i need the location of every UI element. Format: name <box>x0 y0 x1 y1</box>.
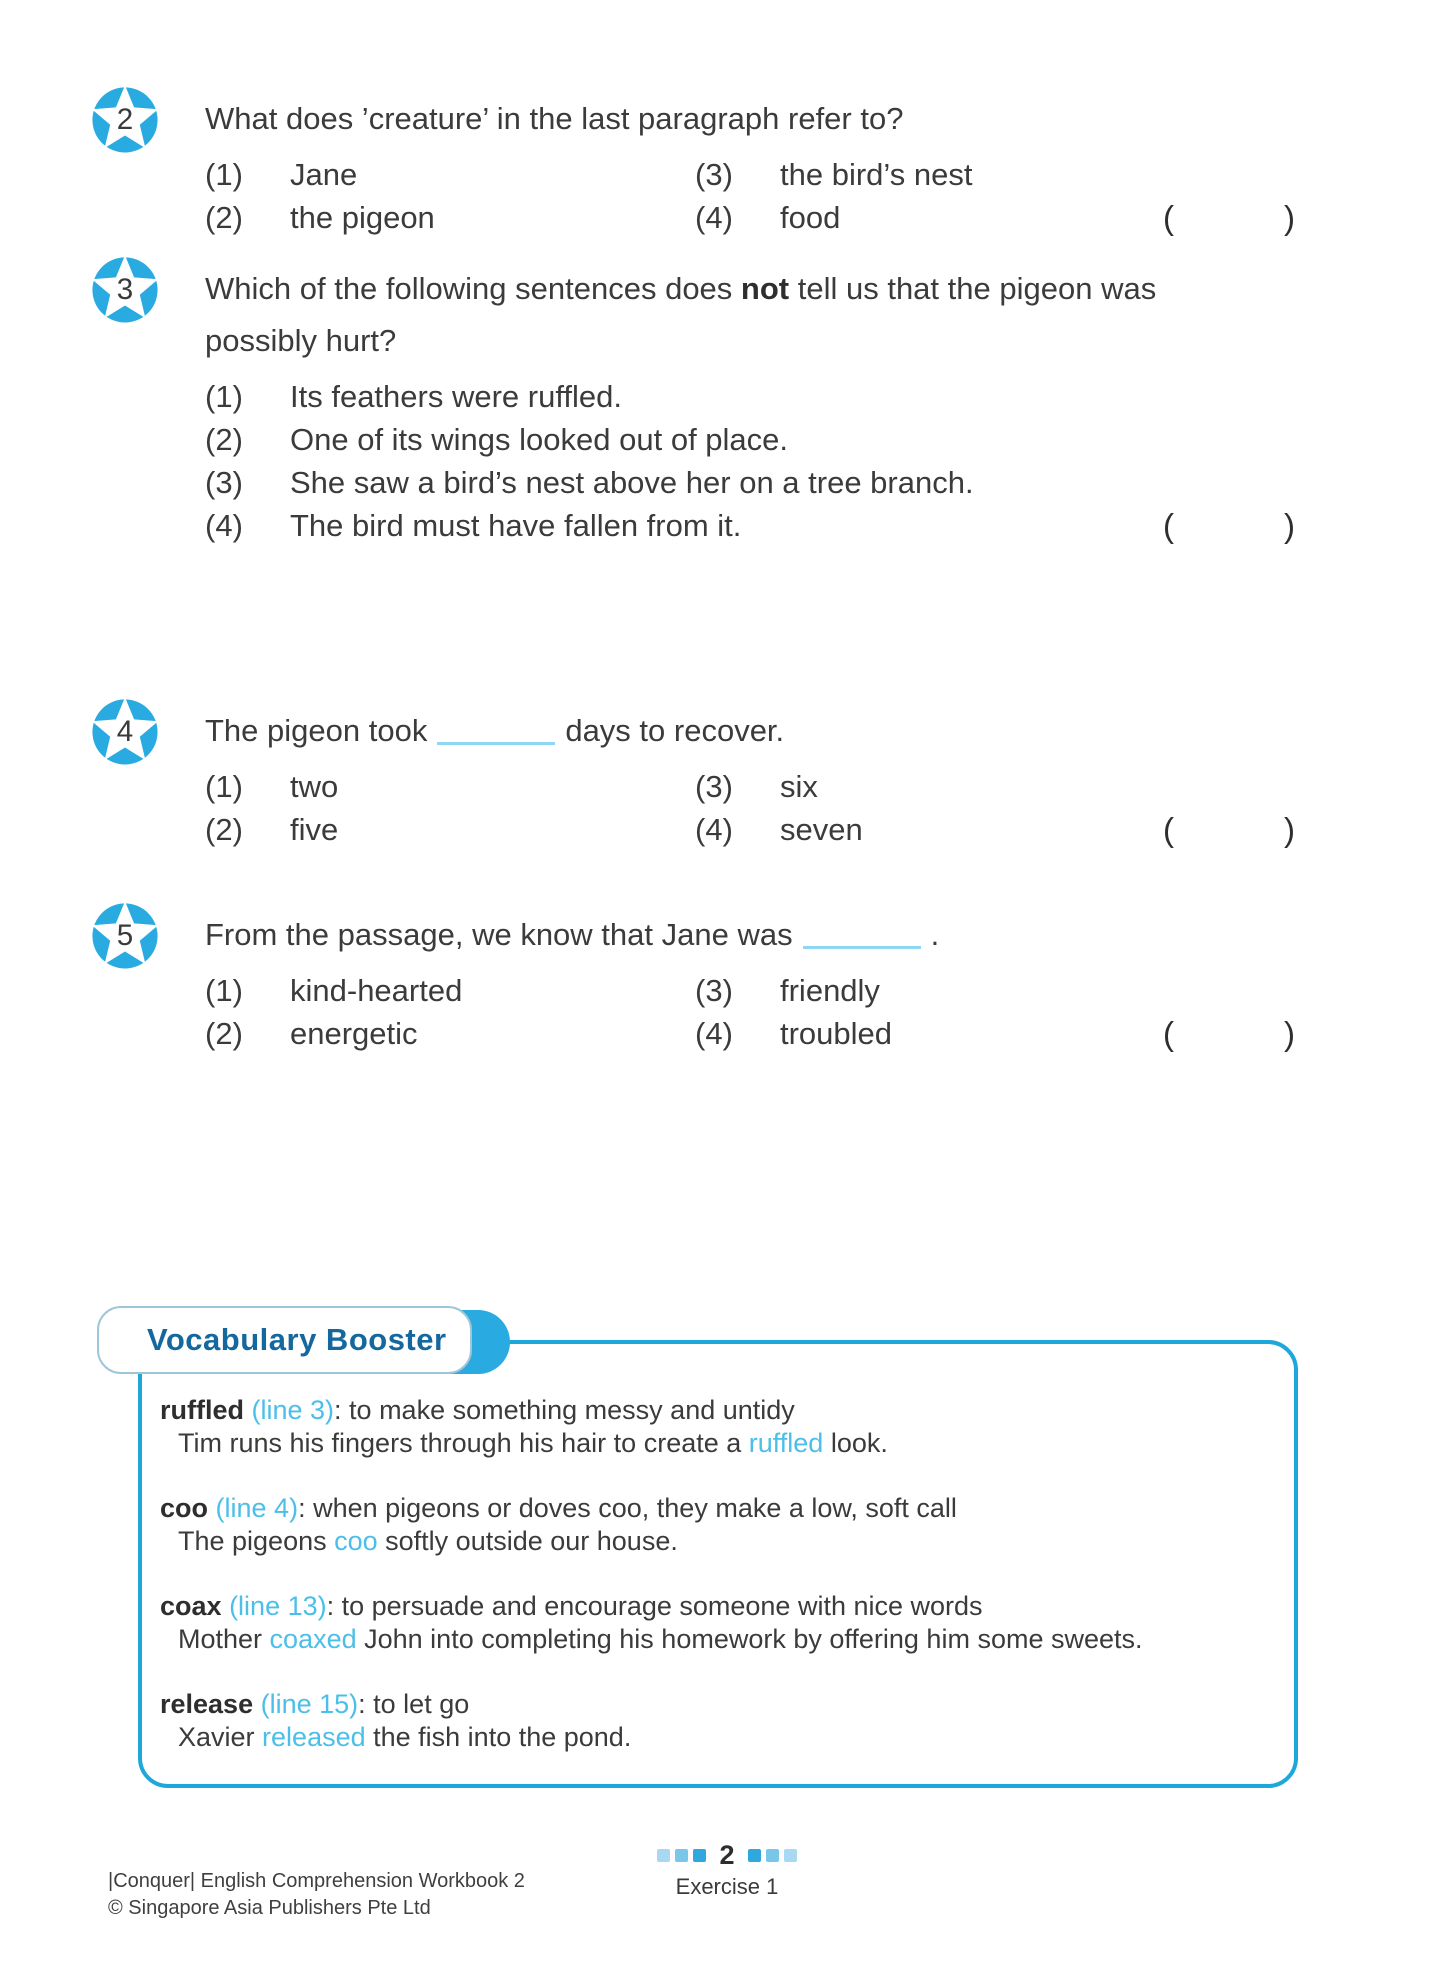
vocab-entry-coo <box>160 1492 1280 1558</box>
question-2 <box>88 80 1368 239</box>
prompt-text: . <box>930 917 940 952</box>
option-number: (4) <box>695 199 733 235</box>
option-number: (3) <box>205 464 243 500</box>
option-row <box>205 153 1297 196</box>
option-number: (2) <box>205 421 243 457</box>
example-highlight: coo <box>334 1526 378 1556</box>
question-prompt: What does ’creature’ in the last paragraph refer to? <box>205 101 904 136</box>
page-number-row <box>622 1840 832 1870</box>
prompt-text: The pigeon took <box>205 713 428 748</box>
page-deco-square-icon <box>657 1849 670 1862</box>
question-5 <box>88 896 1368 1055</box>
vocab-definition: : to make something messy and untidy <box>334 1395 795 1425</box>
example-text: The pigeons <box>178 1526 335 1556</box>
vocab-line-ref: (line 3) <box>251 1395 335 1425</box>
star-badge-icon <box>88 250 162 327</box>
answer-brackets[interactable] <box>1163 1012 1295 1055</box>
option-text: troubled <box>780 1015 893 1051</box>
vocab-term: release <box>160 1689 254 1719</box>
option-row <box>205 375 1297 418</box>
option-text: two <box>290 768 339 804</box>
vocab-line-ref: (line 4) <box>215 1493 299 1523</box>
example-text: Mother <box>178 1624 270 1654</box>
bracket-close: ) <box>1284 198 1295 236</box>
prompt-text: Which of the following sentences does <box>205 271 741 306</box>
example-highlight: coaxed <box>269 1624 357 1654</box>
option-number: (3) <box>695 972 733 1008</box>
option-number: (1) <box>205 156 243 192</box>
vocab-definition-line <box>160 1590 1280 1623</box>
question-number: 4 <box>116 714 134 748</box>
question-4 <box>88 692 1368 851</box>
options-list <box>205 969 1297 1055</box>
option-row <box>205 1012 1297 1055</box>
options-list <box>205 765 1297 851</box>
vocab-term: coo <box>160 1493 209 1523</box>
prompt-text: From the passage, we know that Jane was <box>205 917 793 952</box>
prompt-text: tell us that the pigeon was possibly hurt? <box>205 271 1157 358</box>
example-text: softly outside our house. <box>377 1526 678 1556</box>
answer-brackets[interactable] <box>1163 808 1295 851</box>
option-text: energetic <box>290 1015 418 1051</box>
question-prompt <box>205 705 1297 757</box>
vocab-term: ruffled <box>160 1395 244 1425</box>
option-text: Jane <box>290 156 358 192</box>
prompt-bold-word: not <box>740 271 790 306</box>
vocab-definition-line <box>160 1394 1280 1427</box>
question-number: 3 <box>116 272 134 306</box>
options-list <box>205 375 1297 547</box>
vocab-example-line <box>160 1623 1280 1656</box>
bracket-open: ( <box>1163 198 1174 236</box>
option-text: the pigeon <box>290 199 435 235</box>
page-deco-square-icon <box>693 1849 706 1862</box>
exercise-label: Exercise 1 <box>675 1874 779 1899</box>
option-text: six <box>780 768 818 804</box>
prompt-text: days to recover. <box>565 713 785 748</box>
option-number: (2) <box>205 1015 243 1051</box>
vocab-definition: : when pigeons or doves coo, they make a low, soft call <box>298 1493 957 1523</box>
option-number: (2) <box>205 199 243 235</box>
option-row <box>205 461 1297 504</box>
vocab-line-ref: (line 13) <box>229 1591 327 1621</box>
bracket-open: ( <box>1163 506 1174 544</box>
option-text: five <box>290 811 339 847</box>
vocab-definition-line <box>160 1492 1280 1525</box>
vocab-entry-coax <box>160 1590 1280 1656</box>
option-text: The bird must have fallen from it. <box>290 507 742 543</box>
vocabulary-entries <box>160 1394 1280 1786</box>
page-number-block <box>622 1840 832 1900</box>
question-number-star-badge <box>88 80 162 157</box>
answer-brackets[interactable] <box>1163 196 1295 239</box>
option-row <box>205 196 1297 239</box>
fill-in-blank[interactable] <box>437 715 555 745</box>
question-number-star-badge <box>88 692 162 769</box>
option-number: (1) <box>205 768 243 804</box>
star-badge-icon <box>88 80 162 157</box>
vocab-example-line <box>160 1721 1280 1754</box>
option-number: (4) <box>205 507 243 543</box>
vocab-entry-ruffled <box>160 1394 1280 1460</box>
option-text: friendly <box>780 972 880 1008</box>
vocab-example-line <box>160 1427 1280 1460</box>
example-text: look. <box>823 1428 888 1458</box>
vocab-entry-release <box>160 1688 1280 1754</box>
bracket-close: ) <box>1284 506 1295 544</box>
page-deco-square-icon <box>675 1849 688 1862</box>
question-prompt <box>205 263 1260 367</box>
example-highlight: released <box>262 1722 366 1752</box>
page-deco-square-icon <box>766 1849 779 1862</box>
bracket-close: ) <box>1284 810 1295 848</box>
option-row <box>205 504 1297 547</box>
answer-brackets[interactable] <box>1163 504 1295 547</box>
vocab-term: coax <box>160 1591 222 1621</box>
example-highlight: ruffled <box>748 1428 824 1458</box>
vocabulary-booster-tab <box>97 1306 472 1374</box>
vocab-definition-line <box>160 1688 1280 1721</box>
question-number: 5 <box>116 918 134 952</box>
option-text: kind-hearted <box>290 972 463 1008</box>
vocabulary-booster-title: Vocabulary Booster <box>147 1322 447 1357</box>
option-number: (3) <box>695 768 733 804</box>
example-text: John into completing his homework by offering him some sweets. <box>356 1624 1143 1654</box>
option-number: (2) <box>205 811 243 847</box>
question-number-star-badge <box>88 896 162 973</box>
option-number: (4) <box>695 1015 733 1051</box>
options-list <box>205 153 1297 239</box>
vocab-definition: : to persuade and encourage someone with nice words <box>326 1591 983 1621</box>
option-row <box>205 969 1297 1012</box>
option-number: (4) <box>695 811 733 847</box>
bracket-close: ) <box>1284 1014 1295 1052</box>
publisher-info <box>108 1868 525 1922</box>
fill-in-blank[interactable] <box>803 919 921 949</box>
option-row <box>205 765 1297 808</box>
page-number: 2 <box>719 1839 735 1870</box>
option-text: One of its wings looked out of place. <box>290 421 789 457</box>
option-number: (3) <box>695 156 733 192</box>
example-text: Xavier <box>178 1722 263 1752</box>
workbook-title: |Conquer| English Comprehension Workbook 2 <box>108 1870 525 1892</box>
vocab-definition: : to let go <box>358 1689 470 1719</box>
question-prompt <box>205 909 1297 961</box>
star-badge-icon <box>88 896 162 973</box>
question-3 <box>88 250 1368 547</box>
question-number-star-badge <box>88 250 162 327</box>
option-number: (1) <box>205 972 243 1008</box>
star-badge-icon <box>88 692 162 769</box>
bracket-open: ( <box>1163 1014 1174 1052</box>
option-text: She saw a bird’s nest above her on a tree branch. <box>290 464 974 500</box>
page-deco-square-icon <box>748 1849 761 1862</box>
option-text: food <box>780 199 841 235</box>
vocab-example-line <box>160 1525 1280 1558</box>
vocab-line-ref: (line 15) <box>260 1689 359 1719</box>
bracket-open: ( <box>1163 810 1174 848</box>
option-text: seven <box>780 811 863 847</box>
option-row <box>205 418 1297 461</box>
copyright-line: © Singapore Asia Publishers Pte Ltd <box>108 1897 431 1919</box>
option-text: Its feathers were ruffled. <box>290 378 622 414</box>
example-text: Tim runs his fingers through his hair to create a <box>178 1428 749 1458</box>
page-deco-square-icon <box>784 1849 797 1862</box>
example-text: the fish into the pond. <box>365 1722 632 1752</box>
option-row <box>205 808 1297 851</box>
option-number: (1) <box>205 378 243 414</box>
option-text: the bird’s nest <box>780 156 973 192</box>
question-number: 2 <box>116 102 134 136</box>
